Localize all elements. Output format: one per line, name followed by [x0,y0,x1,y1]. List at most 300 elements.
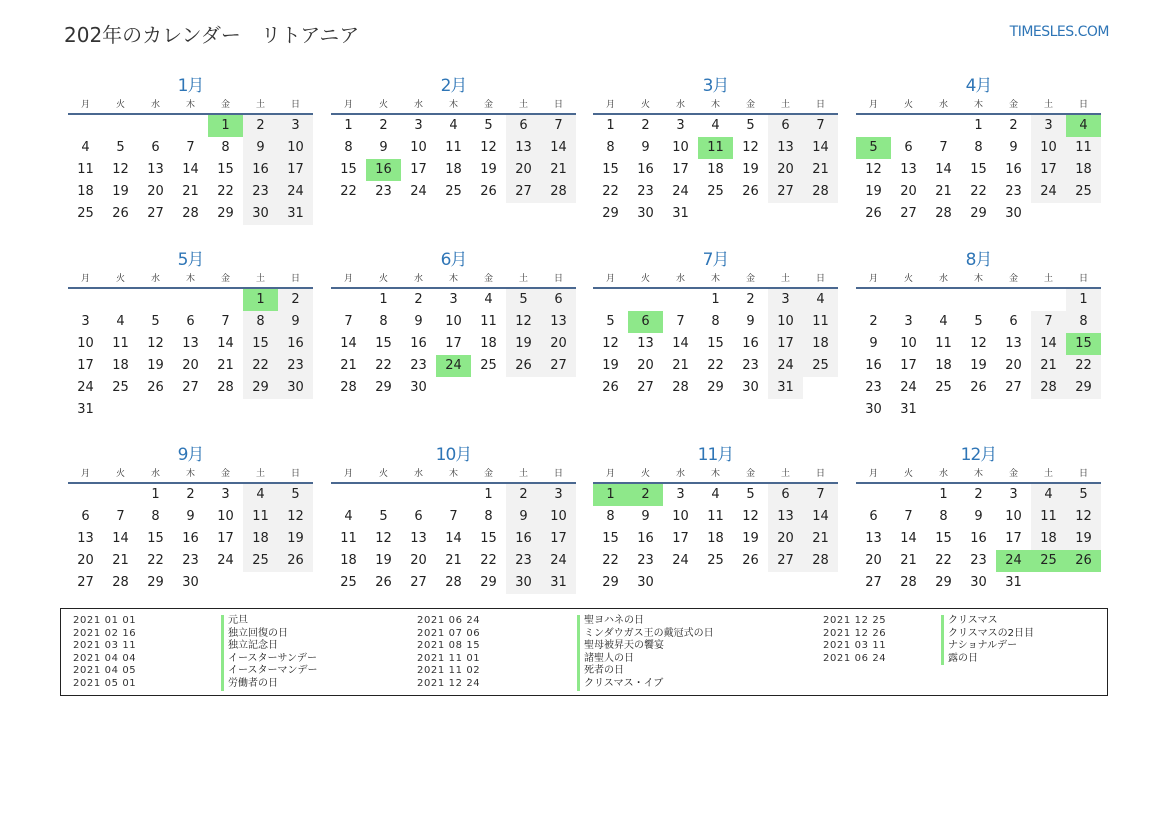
month-name: 12月 [960,445,997,465]
day-cell: 7 [803,484,838,506]
holiday-column [417,615,747,691]
day-cell: 22 [935,553,952,568]
holiday-date: 2021 11 01 [417,652,481,664]
day-cell: 11 [340,531,357,546]
day-cell: 22 [340,184,357,199]
day-empty [173,115,208,137]
holiday-date: 2021 06 24 [823,652,887,664]
day-cell: 28 [935,206,952,221]
day-cell: 18 [707,531,724,546]
day-empty [926,115,961,137]
day-empty [541,377,576,399]
holiday-date: 2021 04 05 [73,665,137,677]
day-cell: 6 [904,140,913,155]
weekday-header: 水 [675,469,685,479]
day-empty [208,289,243,311]
day-cell: 13 [182,336,199,351]
week-row [68,572,313,594]
week-row [68,203,313,225]
day-cell: 7 [449,509,458,524]
day-empty [1031,203,1066,225]
day-cell: 11 [698,137,733,159]
day-cell: 30 [865,402,882,417]
weekday-header: 土 [518,100,528,110]
day-cell: 1 [484,487,493,502]
day-cell: 3 [768,289,803,311]
weekday-header: 水 [675,274,685,284]
weekday-header-row [856,97,1101,115]
weekday-header: 金 [1008,100,1018,110]
day-cell: 18 [1066,159,1101,181]
day-cell: 28 [541,181,576,203]
month-name: 8月 [965,250,992,270]
day-cell: 23 [278,355,313,377]
day-cell: 14 [1031,333,1066,355]
week-row [68,550,313,572]
day-empty [663,572,698,594]
day-cell: 13 [768,506,803,528]
day-cell: 2 [379,118,388,133]
weekday-header: 金 [745,274,755,284]
day-cell: 6 [506,115,541,137]
day-cell: 25 [77,206,94,221]
day-cell: 21 [182,184,199,199]
day-cell: 14 [672,336,689,351]
day-cell: 11 [707,509,724,524]
day-empty [103,115,138,137]
day-cell: 3 [676,487,685,502]
week-row [68,289,313,311]
day-cell: 30 [410,380,427,395]
weekday-header: 土 [518,274,528,284]
day-cell: 15 [217,162,234,177]
day-cell: 1 [243,289,278,311]
day-empty [68,115,103,137]
day-cell: 13 [900,162,917,177]
day-cell: 8 [243,311,278,333]
day-cell: 8 [711,314,720,329]
weekday-header: 木 [448,100,458,110]
day-cell: 20 [900,184,917,199]
holiday-name: クリスマス・イブ [577,678,663,691]
day-empty [138,115,173,137]
day-cell: 19 [602,358,619,373]
day-empty [173,289,208,311]
weekday-header: 木 [185,100,195,110]
day-cell: 12 [1066,506,1101,528]
day-cell: 22 [375,358,392,373]
week-row [593,355,838,377]
month-name: 1月 [177,76,204,96]
weekday-header-row [593,271,838,289]
day-cell: 24 [1031,181,1066,203]
day-cell: 16 [637,162,654,177]
day-cell: 21 [112,553,129,568]
day-cell: 27 [900,206,917,221]
week-row [593,333,838,355]
day-cell: 25 [243,550,278,572]
month-name: 6月 [440,250,467,270]
day-cell: 21 [900,553,917,568]
day-cell: 25 [445,184,462,199]
day-cell: 16 [637,531,654,546]
day-empty [278,572,313,594]
month-block [68,444,313,594]
day-empty [891,289,926,311]
weekday-header: 木 [710,274,720,284]
day-cell: 4 [711,487,720,502]
day-cell: 29 [1066,377,1101,399]
day-cell: 22 [480,553,497,568]
weekday-header: 木 [973,469,983,479]
day-cell: 3 [414,118,423,133]
day-cell: 21 [803,528,838,550]
day-cell: 12 [375,531,392,546]
holiday-name: 死者の日 [577,665,624,678]
day-empty [138,399,173,421]
weekday-header: 火 [903,274,913,284]
day-cell: 17 [541,528,576,550]
brand-logo[interactable]: TIMESLES.COM [1009,24,1109,40]
day-cell: 14 [541,137,576,159]
day-cell: 28 [112,575,129,590]
weekday-header: 土 [1043,274,1053,284]
day-cell: 13 [410,531,427,546]
day-cell: 19 [970,358,987,373]
day-cell: 26 [602,380,619,395]
day-cell: 6 [541,289,576,311]
week-row [68,181,313,203]
weekday-header: 火 [640,469,650,479]
day-empty [68,289,103,311]
day-cell: 14 [340,336,357,351]
day-cell: 25 [1031,550,1066,572]
day-cell: 19 [742,531,759,546]
day-cell: 10 [672,140,689,155]
day-empty [1031,572,1066,594]
day-cell: 23 [637,553,654,568]
day-cell: 5 [379,509,388,524]
week-row [593,572,838,594]
weekday-header: 火 [378,469,388,479]
day-cell: 3 [1009,487,1018,502]
weekday-header: 日 [290,469,300,479]
day-cell: 23 [410,358,427,373]
holiday-row [73,653,403,666]
day-cell: 20 [147,184,164,199]
day-cell: 7 [803,115,838,137]
day-empty [926,399,961,421]
month-block [593,444,838,594]
weekday-header-row [331,97,576,115]
day-cell: 19 [480,162,497,177]
week-row [593,377,838,399]
day-cell: 24 [996,550,1031,572]
day-empty [768,203,803,225]
day-cell: 2 [186,487,195,502]
day-cell: 28 [1031,377,1066,399]
day-cell: 12 [506,311,541,333]
day-cell: 13 [1005,336,1022,351]
day-cell: 27 [182,380,199,395]
holiday-row [417,653,747,666]
day-cell: 6 [869,509,878,524]
day-cell: 5 [746,118,755,133]
day-cell: 7 [541,115,576,137]
weekday-header-row [856,466,1101,484]
day-cell: 27 [768,181,803,203]
day-cell: 10 [445,314,462,329]
day-cell: 16 [182,531,199,546]
day-cell: 13 [865,531,882,546]
day-cell: 24 [278,181,313,203]
day-cell: 10 [1031,137,1066,159]
weekday-header: 木 [448,469,458,479]
day-cell: 18 [77,184,94,199]
week-row [68,115,313,137]
day-cell: 5 [1066,484,1101,506]
holiday-name: クリスマス [941,615,998,628]
week-row [68,311,313,333]
day-cell: 24 [672,184,689,199]
holiday-name: クリスマスの2日目 [941,628,1034,641]
day-cell: 16 [366,159,401,181]
day-empty [891,484,926,506]
day-cell: 4 [243,484,278,506]
day-cell: 26 [278,550,313,572]
day-cell: 7 [186,140,195,155]
day-cell: 6 [628,311,663,333]
day-cell: 18 [1031,528,1066,550]
day-cell: 6 [81,509,90,524]
holiday-name: 聖ヨハネの日 [577,615,644,628]
day-empty [173,399,208,421]
day-cell: 1 [974,118,983,133]
day-cell: 26 [1066,550,1101,572]
week-row [331,311,576,333]
holiday-column [73,615,403,691]
day-cell: 22 [243,355,278,377]
month-name: 10月 [435,445,472,465]
day-cell: 28 [217,380,234,395]
day-cell: 25 [803,355,838,377]
day-cell: 15 [147,531,164,546]
day-empty [628,289,663,311]
holiday-row [417,615,747,628]
month-block [856,444,1101,594]
day-cell: 27 [410,575,427,590]
day-cell: 16 [506,528,541,550]
day-cell: 4 [116,314,125,329]
month-block [331,249,576,399]
day-cell: 22 [970,184,987,199]
day-cell: 17 [672,162,689,177]
week-row [68,528,313,550]
holiday-name: 露の日 [941,653,978,666]
day-cell: 29 [480,575,497,590]
week-row [593,181,838,203]
day-cell: 3 [904,314,913,329]
day-empty [243,399,278,421]
day-empty [733,203,768,225]
month-name: 4月 [965,76,992,96]
day-cell: 11 [803,311,838,333]
day-cell: 9 [974,509,983,524]
day-cell: 2 [628,484,663,506]
holiday-name: 元旦 [221,615,248,628]
weekday-header: 水 [150,274,160,284]
day-cell: 23 [637,184,654,199]
weekday-header-row [68,271,313,289]
day-cell: 5 [278,484,313,506]
holiday-date: 2021 02 16 [73,627,137,639]
day-cell: 20 [506,159,541,181]
holiday-row [73,640,403,653]
day-cell: 13 [147,162,164,177]
day-empty [856,289,891,311]
day-cell: 8 [606,140,615,155]
day-cell: 23 [182,553,199,568]
day-cell: 16 [1005,162,1022,177]
week-row [331,572,576,594]
day-empty [366,484,401,506]
week-row [856,572,1101,594]
day-cell: 24 [900,380,917,395]
day-empty [961,399,996,421]
day-cell: 9 [869,336,878,351]
holiday-row [417,678,747,691]
day-cell: 24 [672,553,689,568]
day-cell: 23 [865,380,882,395]
weekday-header: 火 [115,469,125,479]
holiday-name: ナショナルデー [941,640,1017,653]
day-cell: 1 [379,292,388,307]
day-cell: 28 [672,380,689,395]
day-cell: 10 [541,506,576,528]
holiday-name: ミンダウガス王の戴冠式の日 [577,628,714,641]
day-empty [436,377,471,399]
day-empty [803,203,838,225]
day-cell: 5 [746,487,755,502]
day-cell: 7 [904,509,913,524]
month-block [331,75,576,203]
holiday-column [823,615,1153,665]
day-cell: 21 [803,159,838,181]
week-row [856,115,1101,137]
weekday-header: 木 [448,274,458,284]
weekday-header: 月 [343,469,353,479]
holiday-name: イースターサンデー [221,653,317,666]
day-empty [243,572,278,594]
day-cell: 23 [375,184,392,199]
month-block [331,444,576,594]
month-name: 3月 [702,76,729,96]
day-cell: 24 [410,184,427,199]
week-row [593,159,838,181]
holiday-row [823,628,1153,641]
day-cell: 19 [506,333,541,355]
day-cell: 13 [768,137,803,159]
day-cell: 26 [970,380,987,395]
day-cell: 27 [865,575,882,590]
page-title: 202年のカレンダー リトアニア [64,23,360,47]
day-cell: 5 [974,314,983,329]
day-cell: 6 [151,140,160,155]
day-empty [401,484,436,506]
weekday-header: 土 [780,100,790,110]
month-block [68,249,313,421]
day-cell: 11 [935,336,952,351]
day-cell: 12 [742,509,759,524]
day-cell: 15 [707,336,724,351]
weekday-header-row [331,271,576,289]
weekday-header: 土 [780,469,790,479]
day-cell: 12 [742,140,759,155]
day-cell: 9 [1009,140,1018,155]
weekday-header: 月 [605,100,615,110]
day-cell: 17 [217,531,234,546]
week-row [593,203,838,225]
day-cell: 28 [445,575,462,590]
day-cell: 29 [602,206,619,221]
day-cell: 10 [900,336,917,351]
day-cell: 7 [939,140,948,155]
weekday-header: 土 [255,469,265,479]
day-cell: 16 [278,333,313,355]
day-cell: 29 [970,206,987,221]
day-cell: 4 [81,140,90,155]
day-cell: 25 [480,358,497,373]
day-cell: 15 [602,531,619,546]
day-empty [768,572,803,594]
day-cell: 13 [541,311,576,333]
holiday-date: 2021 05 01 [73,677,137,689]
day-cell: 30 [637,206,654,221]
week-row [331,377,576,399]
day-cell: 15 [480,531,497,546]
day-cell: 1 [606,118,615,133]
day-cell: 8 [221,140,230,155]
day-cell: 20 [182,358,199,373]
day-cell: 12 [865,162,882,177]
day-empty [593,289,628,311]
day-cell: 4 [939,314,948,329]
week-row [593,115,838,137]
week-row [331,355,576,377]
holiday-row [823,653,1153,666]
day-cell: 29 [217,206,234,221]
month-block [593,75,838,225]
day-cell: 22 [1066,355,1101,377]
weekday-header: 金 [483,100,493,110]
day-cell: 10 [410,140,427,155]
day-cell: 27 [637,380,654,395]
weekday-header: 金 [220,469,230,479]
holiday-row [823,615,1153,628]
week-row [331,115,576,137]
day-cell: 31 [672,206,689,221]
day-cell: 1 [1066,289,1101,311]
day-cell: 4 [711,118,720,133]
week-row [856,311,1101,333]
day-cell: 25 [340,575,357,590]
day-empty [1031,289,1066,311]
holiday-date: 2021 06 24 [417,615,481,626]
day-cell: 12 [147,336,164,351]
day-cell: 17 [278,159,313,181]
day-cell: 11 [1031,506,1066,528]
day-cell: 24 [768,355,803,377]
